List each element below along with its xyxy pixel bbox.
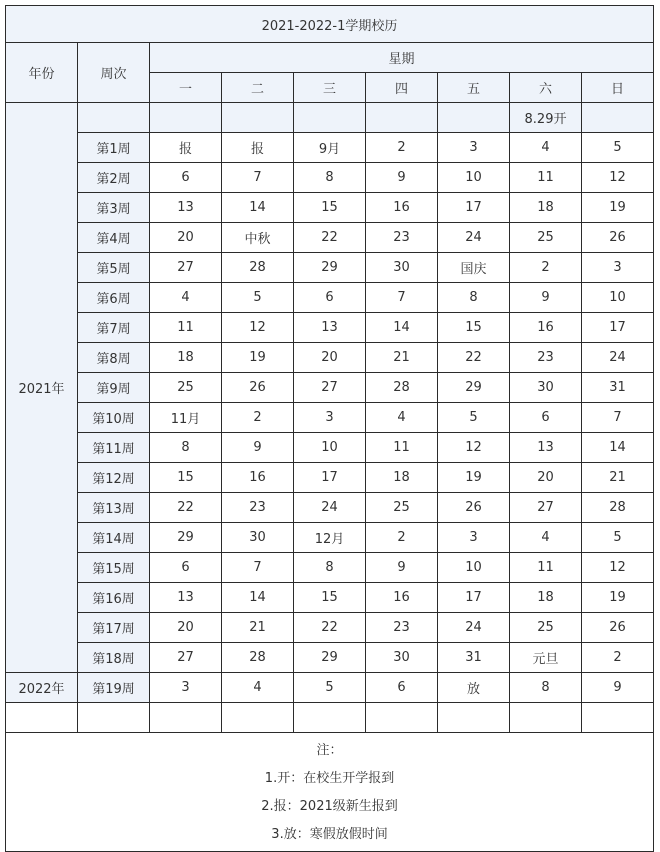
pre-row-day-cell (438, 103, 510, 133)
day-cell: 8 (294, 553, 366, 583)
day-cell: 2 (582, 643, 654, 673)
week-label: 第18周 (78, 643, 150, 673)
day-cell: 9 (366, 553, 438, 583)
day-cell: 4 (510, 523, 582, 553)
day-cell: 7 (222, 553, 294, 583)
week-row (6, 373, 654, 403)
day-cell: 12 (222, 313, 294, 343)
week-row (6, 553, 654, 583)
day-cell: 27 (150, 253, 222, 283)
day-cell: 19 (438, 463, 510, 493)
pre-row-day-cell (222, 103, 294, 133)
day-cell: 5 (222, 283, 294, 313)
day-cell: 15 (150, 463, 222, 493)
day-cell: 27 (294, 373, 366, 403)
day-cell: 22 (438, 343, 510, 373)
note-item: 3.放：寒假放假时间 (271, 827, 388, 842)
blank-cell (222, 703, 294, 733)
day-cell: 12 (582, 163, 654, 193)
day-cell: 7 (582, 403, 654, 433)
pre-row-day-cell (582, 103, 654, 133)
day-cell: 24 (438, 613, 510, 643)
day-cell: 放 (438, 673, 510, 703)
day-cell: 23 (222, 493, 294, 523)
notes-heading: 注： (316, 743, 343, 758)
day-cell: 5 (582, 133, 654, 163)
day-cell: 5 (294, 673, 366, 703)
day-cell: 7 (366, 283, 438, 313)
day-cell: 17 (582, 313, 654, 343)
day-cell: 9 (510, 283, 582, 313)
day-cell: 6 (366, 673, 438, 703)
day-cell: 31 (582, 373, 654, 403)
week-row (6, 583, 654, 613)
day-cell: 6 (510, 403, 582, 433)
day-cell: 23 (510, 343, 582, 373)
day-cell: 24 (294, 493, 366, 523)
blank-cell (438, 703, 510, 733)
day-cell: 19 (582, 193, 654, 223)
week-label: 第11周 (78, 433, 150, 463)
week-label: 第6周 (78, 283, 150, 313)
day-header-sat: 六 (510, 73, 582, 103)
week-row (6, 403, 654, 433)
week-header: 周次 (78, 43, 150, 103)
calendar-table (5, 5, 654, 852)
note-item: 1.开：在校生开学报到 (264, 771, 395, 786)
day-cell: 23 (366, 613, 438, 643)
day-cell: 11 (510, 553, 582, 583)
day-cell: 27 (150, 643, 222, 673)
day-cell: 30 (366, 253, 438, 283)
week-label: 第7周 (78, 313, 150, 343)
week-row (6, 223, 654, 253)
blank-row (6, 703, 654, 733)
day-cell: 15 (294, 583, 366, 613)
day-cell: 19 (582, 583, 654, 613)
day-cell: 28 (582, 493, 654, 523)
day-cell: 17 (294, 463, 366, 493)
day-cell: 14 (222, 583, 294, 613)
pre-row-day-cell (366, 103, 438, 133)
day-header-tue: 二 (222, 73, 294, 103)
day-cell: 29 (294, 253, 366, 283)
day-cell: 11 (366, 433, 438, 463)
day-cell: 16 (366, 583, 438, 613)
year-header: 年份 (6, 43, 78, 103)
week-label: 第3周 (78, 193, 150, 223)
day-cell: 6 (150, 163, 222, 193)
day-cell: 25 (510, 613, 582, 643)
day-cell: 21 (582, 463, 654, 493)
day-cell: 9 (222, 433, 294, 463)
day-cell: 10 (438, 163, 510, 193)
day-cell: 8 (294, 163, 366, 193)
day-cell: 6 (294, 283, 366, 313)
day-header-fri: 五 (438, 73, 510, 103)
day-cell: 10 (294, 433, 366, 463)
notes-cell (6, 733, 654, 852)
day-cell: 5 (582, 523, 654, 553)
week-row (6, 253, 654, 283)
day-cell: 3 (438, 133, 510, 163)
day-cell: 30 (510, 373, 582, 403)
day-cell: 30 (366, 643, 438, 673)
day-cell: 20 (150, 223, 222, 253)
pre-week-row (6, 103, 654, 133)
day-cell: 14 (366, 313, 438, 343)
day-cell: 报 (150, 133, 222, 163)
day-cell: 11月 (150, 403, 222, 433)
day-cell: 13 (150, 583, 222, 613)
day-cell: 17 (438, 583, 510, 613)
blank-cell (366, 703, 438, 733)
day-cell: 12 (438, 433, 510, 463)
week-row (6, 283, 654, 313)
day-cell: 18 (510, 583, 582, 613)
day-cell: 30 (222, 523, 294, 553)
day-cell: 9 (582, 673, 654, 703)
day-cell: 15 (438, 313, 510, 343)
day-cell: 16 (366, 193, 438, 223)
blank-cell (294, 703, 366, 733)
week-row (6, 523, 654, 553)
day-cell: 28 (366, 373, 438, 403)
day-cell: 14 (582, 433, 654, 463)
day-cell: 16 (510, 313, 582, 343)
day-cell: 31 (438, 643, 510, 673)
week-label: 第2周 (78, 163, 150, 193)
day-cell: 18 (150, 343, 222, 373)
week-label-blank (78, 103, 150, 133)
day-cell: 14 (222, 193, 294, 223)
week-row (6, 343, 654, 373)
week-row (6, 493, 654, 523)
day-header-mon: 一 (150, 73, 222, 103)
day-cell: 11 (150, 313, 222, 343)
day-cell: 17 (438, 193, 510, 223)
day-cell: 2 (510, 253, 582, 283)
day-cell: 20 (510, 463, 582, 493)
day-cell: 25 (366, 493, 438, 523)
year-cell-2022: 2022年 (6, 673, 78, 703)
day-cell: 2 (366, 133, 438, 163)
blank-cell (150, 703, 222, 733)
day-cell: 26 (222, 373, 294, 403)
week-row (6, 643, 654, 673)
day-header-thu: 四 (366, 73, 438, 103)
week-row (6, 163, 654, 193)
day-cell: 5 (438, 403, 510, 433)
day-cell: 报 (222, 133, 294, 163)
day-cell: 8 (510, 673, 582, 703)
note-item: 2.报：2021级新生报到 (261, 799, 398, 814)
day-cell: 13 (150, 193, 222, 223)
day-cell: 11 (510, 163, 582, 193)
day-cell: 18 (510, 193, 582, 223)
week-label: 第16周 (78, 583, 150, 613)
day-cell: 24 (582, 343, 654, 373)
day-cell: 8 (438, 283, 510, 313)
day-cell: 23 (366, 223, 438, 253)
week-row (6, 433, 654, 463)
day-cell: 28 (222, 643, 294, 673)
day-cell: 7 (222, 163, 294, 193)
week-row (6, 463, 654, 493)
day-cell: 26 (438, 493, 510, 523)
week-row (6, 613, 654, 643)
week-label: 第1周 (78, 133, 150, 163)
day-cell: 2 (222, 403, 294, 433)
day-cell: 中秋 (222, 223, 294, 253)
week-label: 第8周 (78, 343, 150, 373)
day-cell: 29 (150, 523, 222, 553)
day-cell: 21 (222, 613, 294, 643)
day-cell: 18 (366, 463, 438, 493)
blank-cell (582, 703, 654, 733)
day-cell: 22 (294, 223, 366, 253)
week-label: 第19周 (78, 673, 150, 703)
day-header-wed: 三 (294, 73, 366, 103)
day-cell: 15 (294, 193, 366, 223)
day-cell: 2 (366, 523, 438, 553)
day-cell: 3 (438, 523, 510, 553)
week-label: 第4周 (78, 223, 150, 253)
day-cell: 25 (510, 223, 582, 253)
blank-cell (78, 703, 150, 733)
calendar-title: 2021-2022-1学期校历 (6, 6, 654, 43)
day-cell: 3 (294, 403, 366, 433)
week-row (6, 313, 654, 343)
day-cell: 28 (222, 253, 294, 283)
week-label: 第9周 (78, 373, 150, 403)
blank-cell (510, 703, 582, 733)
day-cell: 元旦 (510, 643, 582, 673)
week-label: 第13周 (78, 493, 150, 523)
day-cell: 22 (294, 613, 366, 643)
week-label: 第10周 (78, 403, 150, 433)
day-cell: 3 (582, 253, 654, 283)
day-cell: 27 (510, 493, 582, 523)
week-row (6, 133, 654, 163)
day-cell: 8 (150, 433, 222, 463)
day-cell: 29 (294, 643, 366, 673)
week-label: 第17周 (78, 613, 150, 643)
day-cell: 26 (582, 223, 654, 253)
pre-row-day-cell (294, 103, 366, 133)
weekday-group-header: 星期 (150, 43, 654, 73)
day-cell: 20 (294, 343, 366, 373)
pre-row-day-cell (150, 103, 222, 133)
day-cell: 4 (150, 283, 222, 313)
day-cell: 20 (150, 613, 222, 643)
day-cell: 10 (582, 283, 654, 313)
day-cell: 9 (366, 163, 438, 193)
day-cell: 24 (438, 223, 510, 253)
day-header-sun: 日 (582, 73, 654, 103)
day-cell: 6 (150, 553, 222, 583)
day-cell: 12月 (294, 523, 366, 553)
day-cell: 22 (150, 493, 222, 523)
day-cell: 国庆 (438, 253, 510, 283)
week-row (6, 193, 654, 223)
day-cell: 29 (438, 373, 510, 403)
day-cell: 16 (222, 463, 294, 493)
notes-row (6, 733, 654, 852)
blank-cell (6, 703, 78, 733)
week-label: 第12周 (78, 463, 150, 493)
day-cell: 21 (366, 343, 438, 373)
day-cell: 9月 (294, 133, 366, 163)
day-cell: 13 (510, 433, 582, 463)
day-cell: 4 (510, 133, 582, 163)
day-cell: 10 (438, 553, 510, 583)
day-cell: 4 (366, 403, 438, 433)
day-cell: 12 (582, 553, 654, 583)
day-cell: 3 (150, 673, 222, 703)
day-cell: 4 (222, 673, 294, 703)
school-calendar (5, 5, 654, 852)
week-label: 第15周 (78, 553, 150, 583)
day-cell: 25 (150, 373, 222, 403)
pre-row-day-cell: 8.29开 (510, 103, 582, 133)
week-label: 第14周 (78, 523, 150, 553)
year-cell-2021: 2021年 (6, 103, 78, 673)
day-cell: 13 (294, 313, 366, 343)
week-row (6, 673, 654, 703)
week-label: 第5周 (78, 253, 150, 283)
day-cell: 19 (222, 343, 294, 373)
day-cell: 26 (582, 613, 654, 643)
